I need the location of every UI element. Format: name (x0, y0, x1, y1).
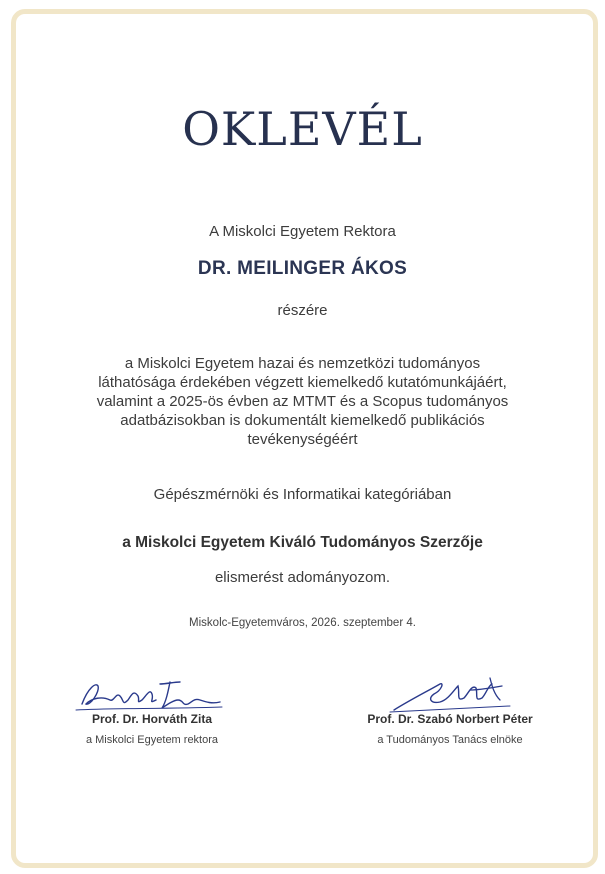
place-date: Miskolc-Egyetemváros, 2026. szeptember 4. (189, 617, 416, 629)
signature-council-image (350, 670, 550, 716)
grant-line: elismerést adományozom. (214, 569, 391, 586)
reason-line: adatbázisokban is dokumentált kiemelkedő publikációs (120, 412, 485, 429)
signature-rector-image (62, 670, 242, 716)
certificate-title: OKLEVÉL (182, 102, 423, 156)
reason-text (80, 354, 525, 449)
reason-line: láthatósága érdekében végzett kiemelkedő kutatómunkájáért, (98, 374, 507, 391)
signer-role-rector: a Miskolci Egyetem rektora (85, 734, 219, 746)
signer-name-rector: Prof. Dr. Horváth Zita (91, 712, 213, 726)
for-label: részére (277, 302, 328, 319)
recipient-name: DR. MEILINGER ÁKOS (197, 258, 408, 279)
award-title: a Miskolci Egyetem Kiváló Tudományos Szerzője (122, 534, 483, 551)
reason-line: valamint a 2025-ös évben az MTMT és a Scopus tudományos (96, 393, 509, 410)
issuer-line: A Miskolci Egyetem Rektora (209, 223, 396, 240)
reason-line: a Miskolci Egyetem hazai és nemzetközi tudományos (124, 355, 481, 372)
signer-role-council: a Tudományos Tanács elnöke (377, 734, 523, 746)
signer-name-council: Prof. Dr. Szabó Norbert Péter (367, 712, 533, 726)
reason-line: tevékenységéért (247, 431, 358, 448)
category-line: Gépészmérnöki és Informatikai kategóriában (153, 486, 452, 503)
signature-block-rector (62, 670, 242, 746)
signature-block-council (350, 670, 550, 746)
